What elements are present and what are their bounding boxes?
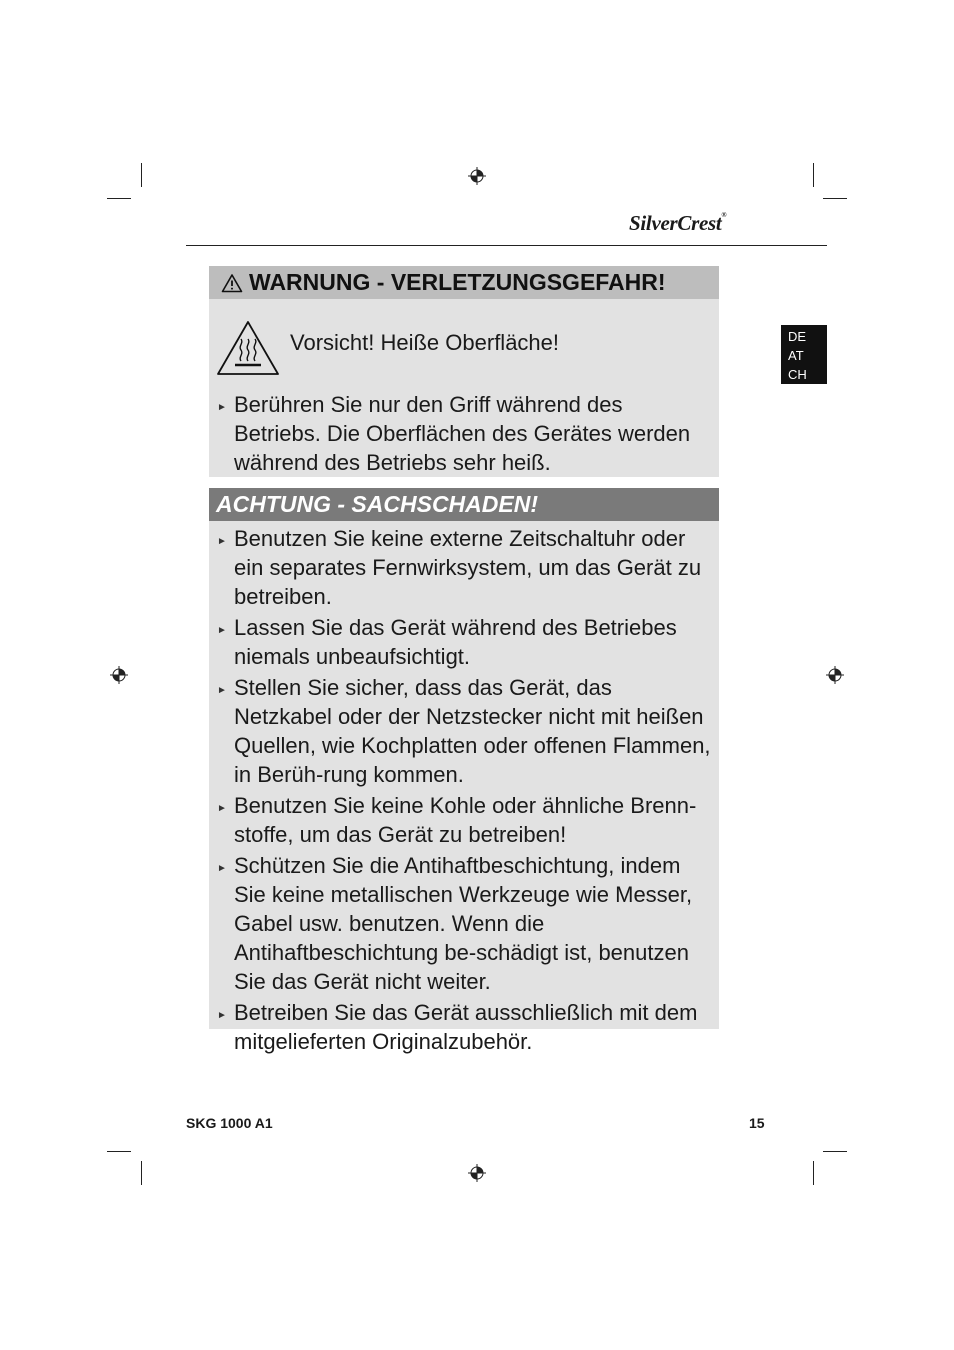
- list-item: ► Stellen Sie sicher, dass das Gerät, das Netzkabel oder der Netzstecker nicht mit heißen Quellen, wie Kochplatten oder offenen Flammen, in Berüh-rung kommen.: [217, 675, 711, 787]
- footer-model: SKG 1000 A1: [186, 1115, 273, 1131]
- warning-box: [209, 266, 719, 477]
- list-item: ► Lassen Sie das Gerät während des Betriebes niemals unbeaufsichtigt.: [217, 615, 677, 669]
- crop-mark: [813, 1161, 814, 1185]
- caution-list: [209, 524, 719, 1058]
- bullet-arrow-icon: ►: [217, 536, 227, 547]
- list-item: ► Berühren Sie nur den Griff während des Betriebs. Die Oberflächen des Gerätes werden während des Betriebs sehr heiß.: [217, 392, 691, 475]
- crop-mark: [823, 198, 847, 199]
- crop-mark: [141, 163, 142, 187]
- crop-mark: [823, 1151, 847, 1152]
- bullet-arrow-icon: ►: [217, 685, 227, 696]
- header-rule: [186, 245, 827, 246]
- crop-mark: [107, 198, 131, 199]
- country-code: CH: [788, 367, 807, 382]
- bullet-arrow-icon: ►: [217, 402, 227, 413]
- page-number: 15: [749, 1115, 765, 1131]
- registration-mark-icon: [468, 167, 486, 185]
- country-tab: [781, 325, 827, 384]
- list-item: ► Betreiben Sie das Gerät ausschließlich mit dem mitgelieferten Originalzubehör.: [217, 1000, 698, 1054]
- country-code: DE: [788, 329, 807, 344]
- hot-surface-icon: [215, 319, 281, 377]
- crop-mark: [813, 163, 814, 187]
- registration-mark-icon: [110, 666, 128, 684]
- caution-heading-text: ACHTUNG - SACHSCHADEN!: [216, 491, 538, 517]
- crop-mark: [141, 1161, 142, 1185]
- warning-triangle-icon: [221, 273, 243, 293]
- caution-box: [209, 488, 719, 1054]
- warning-heading: [209, 266, 719, 299]
- bullet-arrow-icon: ►: [217, 1010, 227, 1021]
- hot-surface-row: [215, 319, 559, 377]
- bullet-arrow-icon: ►: [217, 625, 227, 636]
- warning-heading-text: WARNUNG - VERLETZUNGSGEFAHR!: [249, 269, 666, 295]
- registration-mark-icon: [826, 666, 844, 684]
- warning-list: [209, 390, 719, 479]
- crop-mark: [107, 1151, 131, 1152]
- brand-logo: SilverCrest®: [629, 211, 727, 235]
- registration-mark-icon: [468, 1164, 486, 1182]
- list-item: ► Benutzen Sie keine Kohle oder ähnliche Brenn-stoffe, um das Gerät zu betreiben!: [217, 793, 697, 847]
- list-item: ► Schützen Sie die Antihaftbeschichtung, indem Sie keine metallischen Werkzeuge wie Messer, Gabel usw. benutzen. Wenn die Antihaftbeschichtung be-schädigt ist, benutzen Sie das Gerät nicht weiter.: [217, 853, 693, 994]
- bullet-arrow-icon: ►: [217, 803, 227, 814]
- bullet-arrow-icon: ►: [217, 863, 227, 874]
- hot-surface-text: Vorsicht! Heiße Oberfläche!: [290, 330, 560, 355]
- caution-heading: [209, 488, 719, 521]
- country-code: AT: [788, 348, 804, 363]
- list-item: ► Benutzen Sie keine externe Zeitschaltuhr oder ein separates Fernwirksystem, um das Gerät zu betreiben.: [217, 526, 702, 609]
